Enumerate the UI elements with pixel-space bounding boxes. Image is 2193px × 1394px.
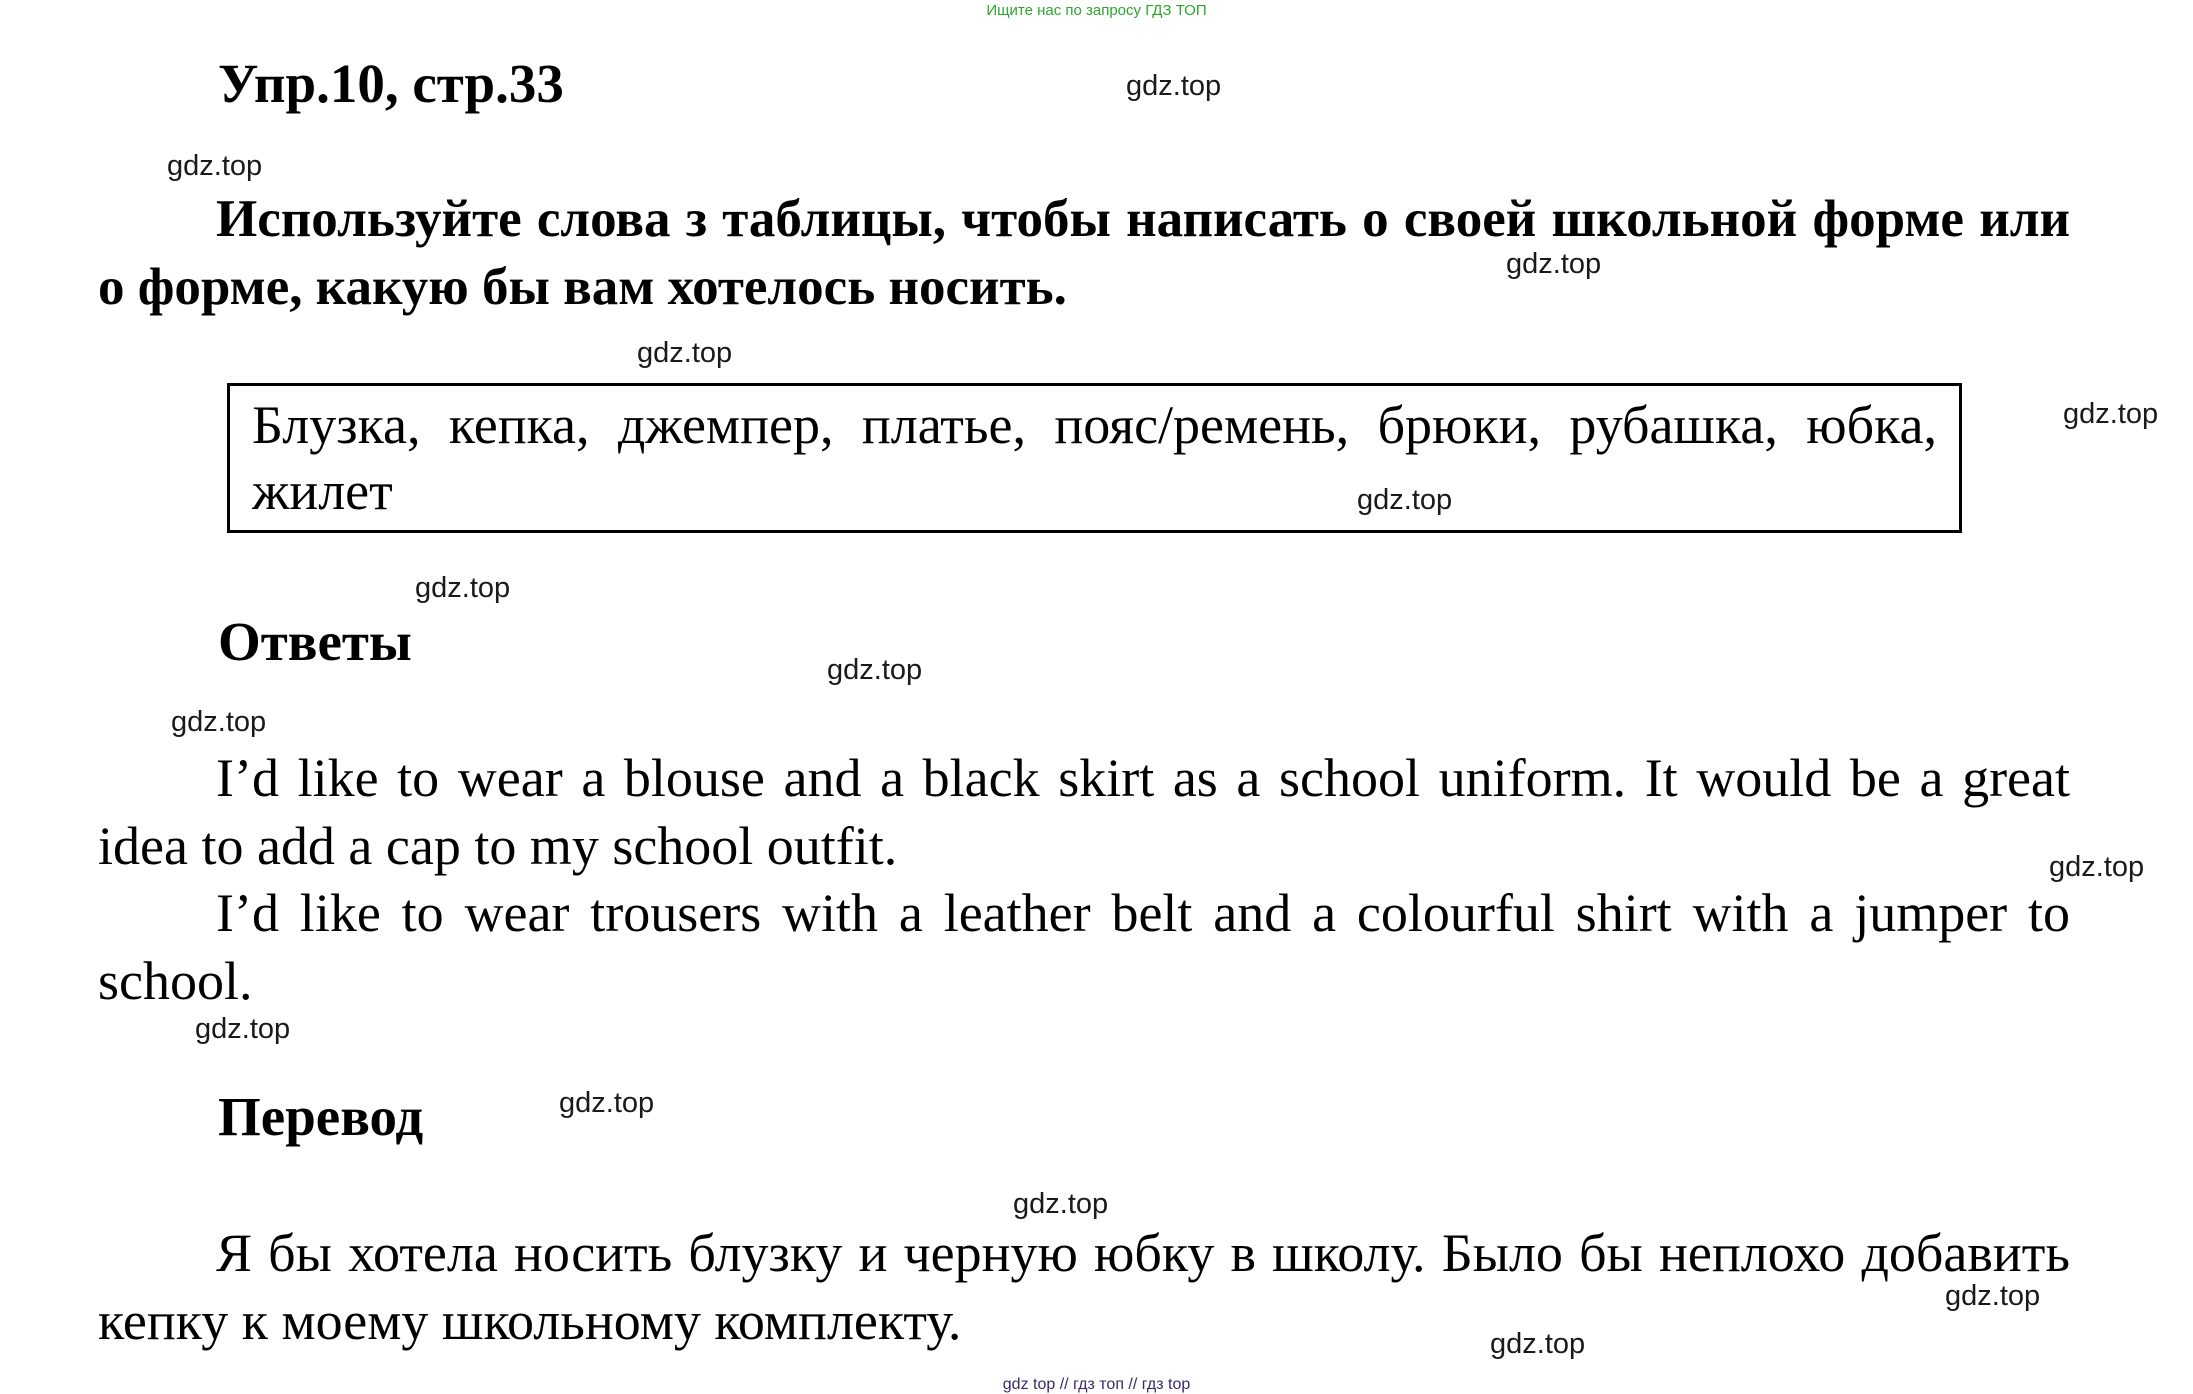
watermark: gdz.top [1490, 1328, 1586, 1360]
translation-heading: Перевод [218, 1086, 424, 1147]
answer-paragraph-1: I’d like to wear a blouse and a black skirt as a school uniform. It would be a great idea to add a cap to my school outfit. [98, 748, 2070, 876]
word-box-text: Блузка, кепка, джемпер, платье, пояс/ремень, брюки, рубашка, юбка, жилет [252, 395, 1937, 521]
watermark: gdz.top [827, 654, 923, 686]
answer-paragraph-2: I’d like to wear trousers with a leather belt and a colourful shirt with a jumper to school. [98, 883, 2070, 1011]
watermark: gdz.top [1013, 1188, 1109, 1220]
watermark: gdz.top [1506, 248, 1602, 280]
watermark: gdz.top [1945, 1280, 2041, 1312]
watermark: gdz.top [171, 706, 267, 738]
word-box [227, 383, 1962, 533]
watermark: gdz.top [195, 1013, 291, 1045]
footer-links: gdz top // гдз топ // гдз top [1002, 1376, 1191, 1393]
watermark: gdz.top [415, 572, 511, 604]
exercise-title: Упр.10, стр.33 [218, 53, 564, 114]
top-banner: Ищите нас по запросу ГДЗ ТОП [986, 2, 1207, 19]
watermark: gdz.top [559, 1087, 655, 1119]
watermark: gdz.top [2049, 851, 2145, 883]
task-text: Используйте слова з таблицы, чтобы написать о своей школьной форме или о форме, какую бы вам хотелось носить. [98, 190, 2070, 316]
watermark: gdz.top [2063, 398, 2159, 430]
watermark: gdz.top [637, 337, 733, 369]
answers-heading: Ответы [218, 611, 412, 672]
watermark: gdz.top [1126, 70, 1222, 102]
translation-paragraph: Я бы хотела носить блузку и черную юбку в школу. Было бы неплохо добавить кепку к моему школьному комплекту. [98, 1223, 2070, 1351]
watermark: gdz.top [167, 150, 263, 182]
watermark: gdz.top [1357, 484, 1453, 516]
